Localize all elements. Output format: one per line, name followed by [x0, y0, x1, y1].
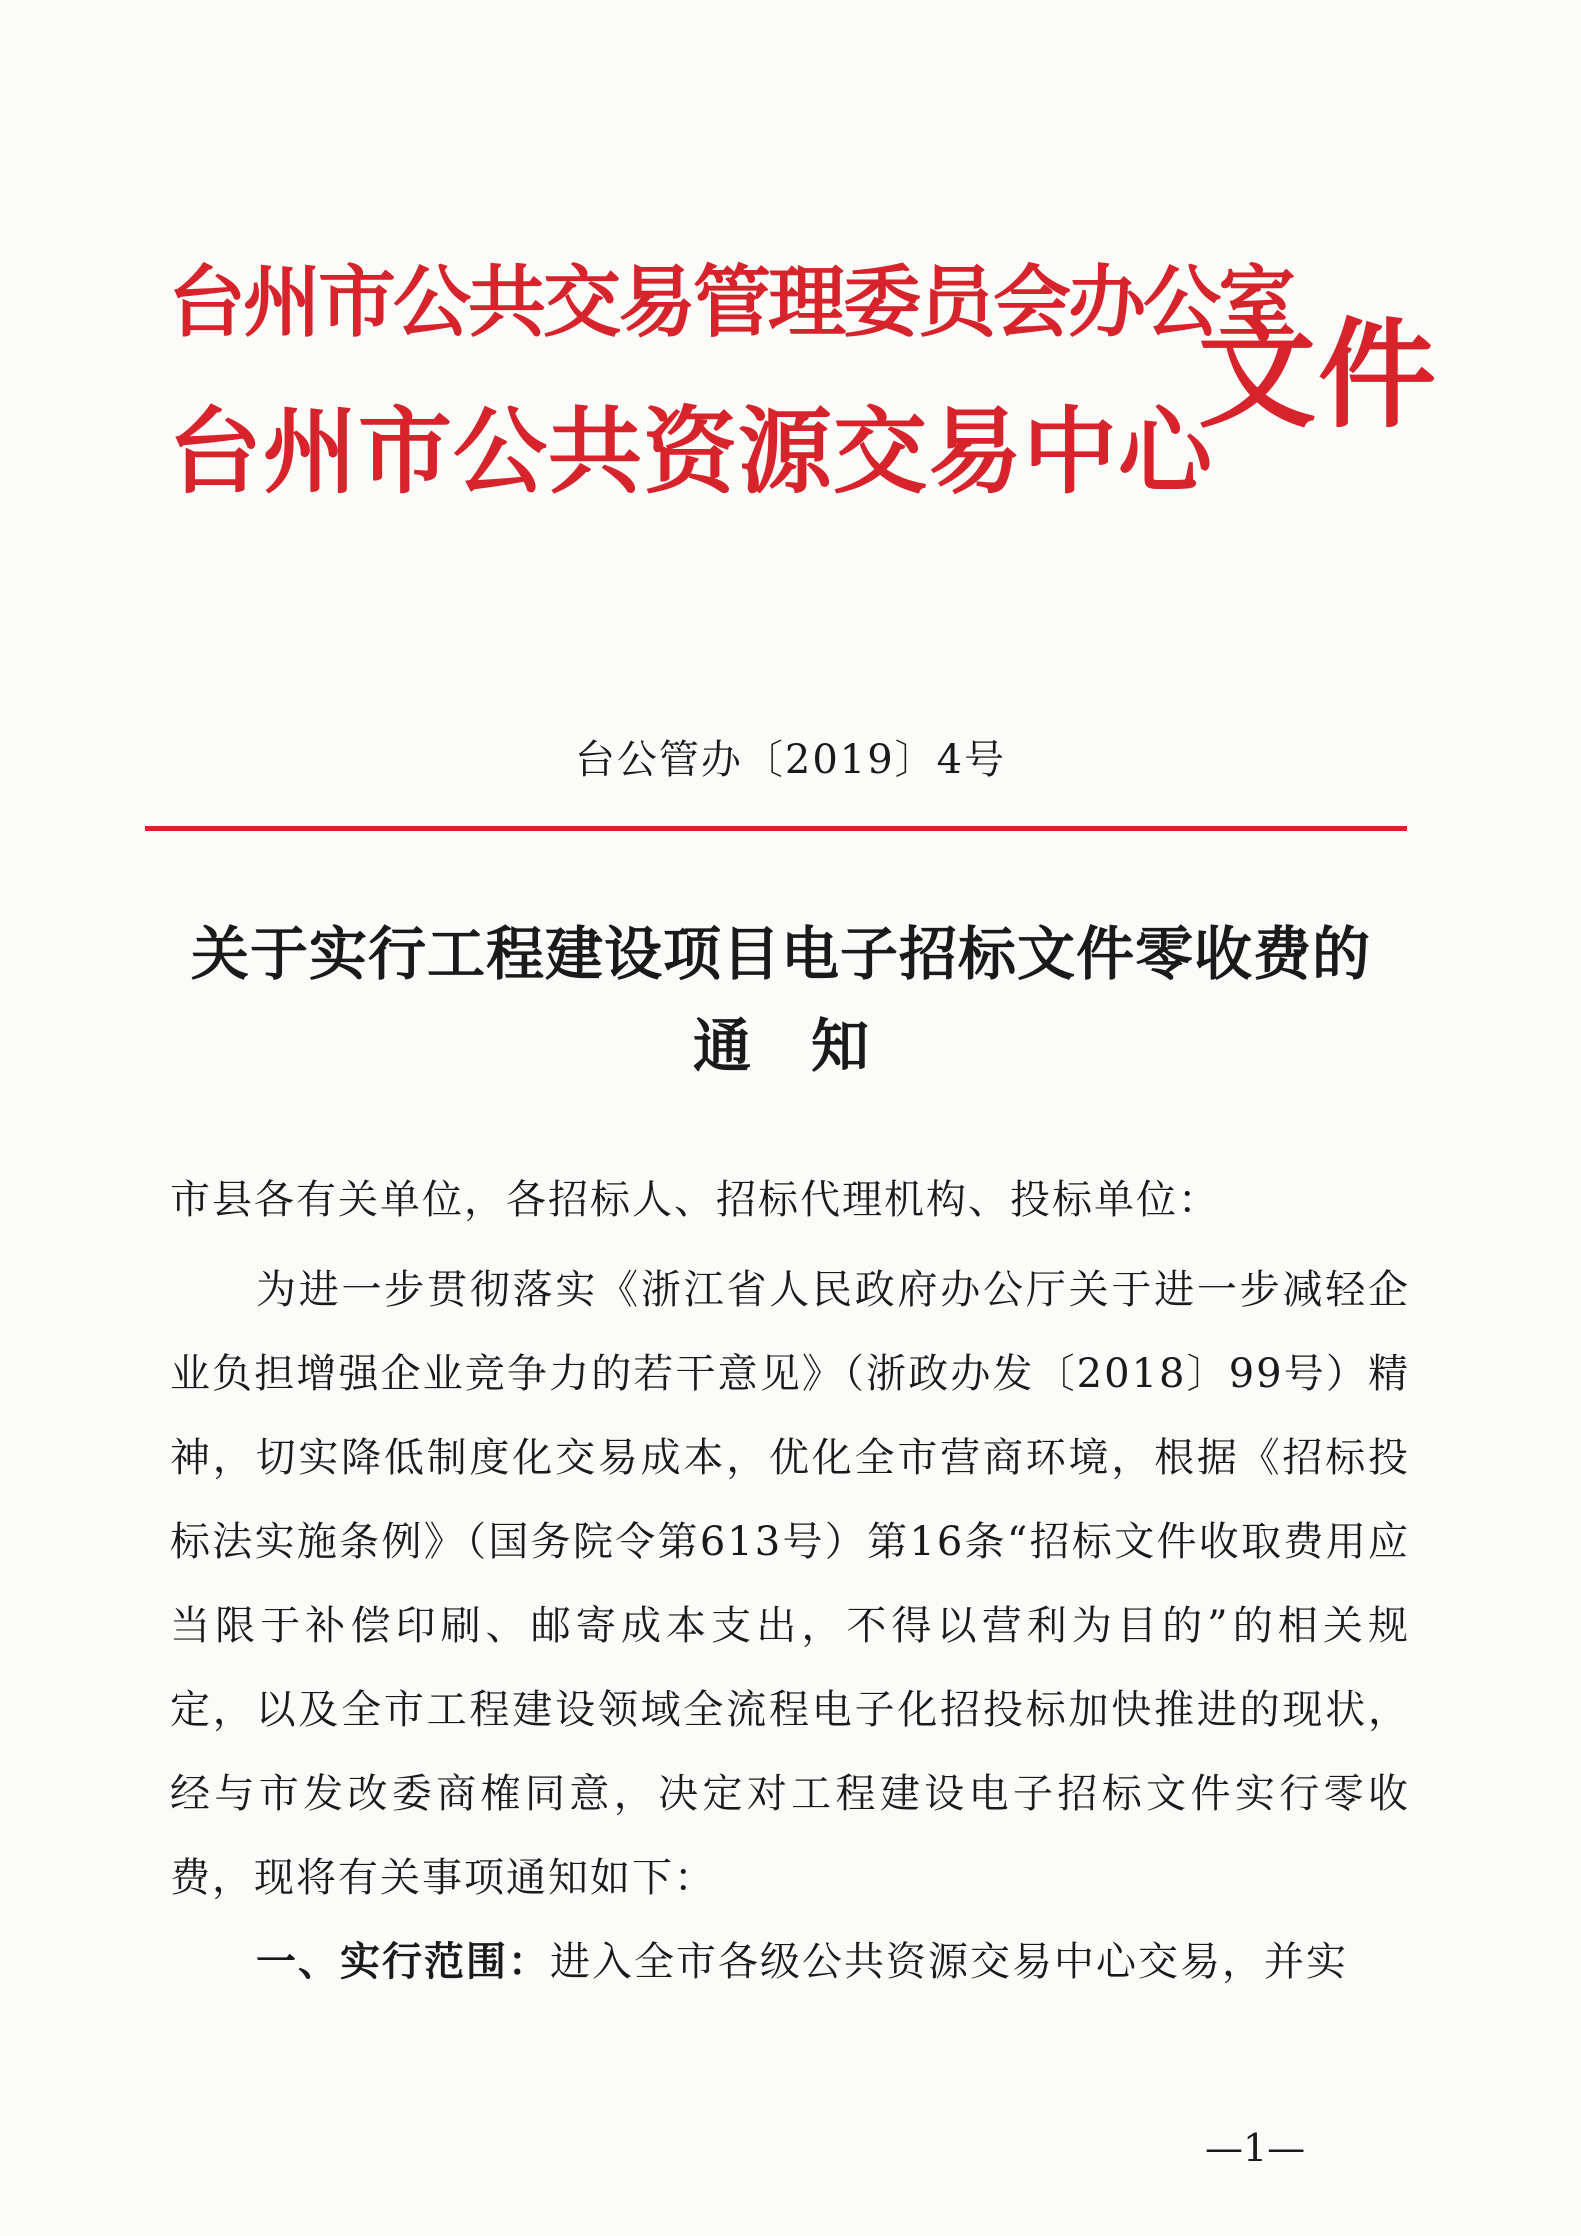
issuer-line-1: 台州市公共交易管理委员会办公室 [168, 258, 1294, 348]
issuer-line-2: 台州市公共资源交易中心 [168, 398, 1214, 507]
document-number: 台公管办〔2019〕4号 [574, 737, 1007, 783]
document-title [150, 908, 1412, 1092]
body-paragraph-1: 为进一步贯彻落实《浙江省人民政府办公厅关于进一步减轻企业负担增强企业竞争力的若干意见》（浙政办发〔2018〕99号）精神，切实降低制度化交易成本，优化全市营商环境，根据《招标投标法实施条例》（国务院令第613号）第16条“招标文件收取费用应当限于补偿印刷、邮寄成本支出，不得以营利为目的”的相关规定，以及全市工程建设领域全流程电子化招投标加快推进的现状，经与市发改委商榷同意，决定对工程建设电子招标文件实行零收费，现将有关事项通知如下： [170, 1267, 1410, 1901]
document-header [168, 228, 1439, 508]
page-number: —1— [1205, 2126, 1306, 2170]
body-paragraph-2 [170, 1920, 1410, 2004]
salutation: 市县各有关单位，各招标人、招标代理机构、投标单位： [170, 1177, 1220, 1223]
red-divider-line [145, 826, 1407, 831]
title-line-1: 关于实行工程建设项目电子招标文件零收费的 [190, 920, 1371, 988]
section-heading: 一、实行范围： [256, 1939, 550, 1985]
section-text: 进入全市各级公共资源交易中心交易，并实 [550, 1939, 1348, 1985]
document-body [170, 1248, 1410, 2004]
title-line-2: 通知 [692, 1012, 929, 1080]
document-type-label: 文件 [1198, 306, 1439, 444]
